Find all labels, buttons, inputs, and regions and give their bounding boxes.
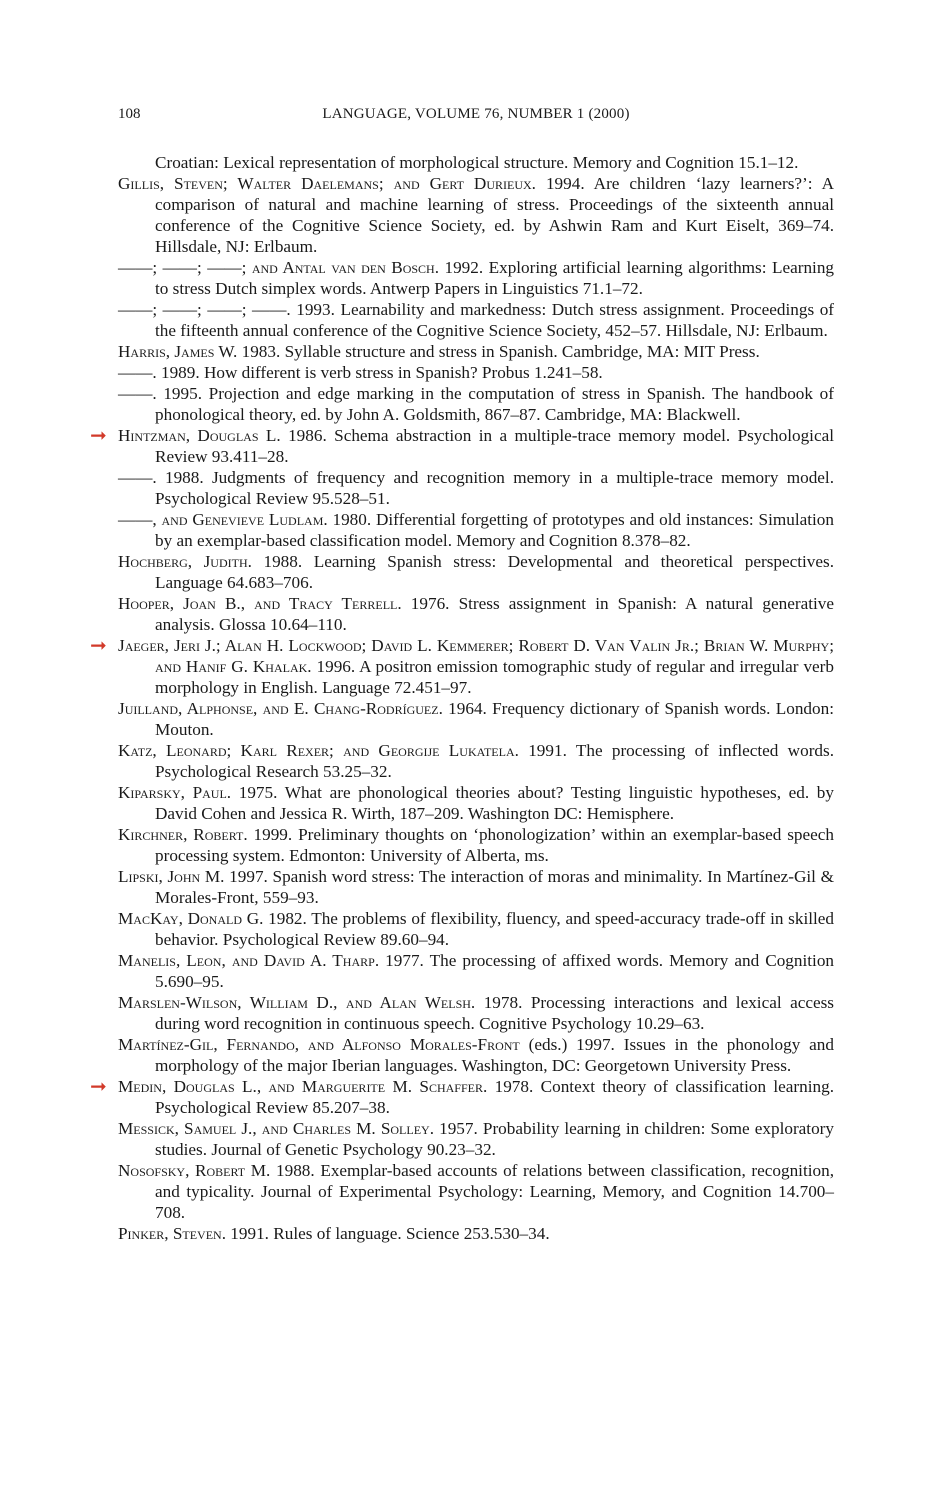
reference-author: MacKay, Donald G. — [118, 909, 264, 928]
reference-entry-lipski-1997 — [118, 866, 834, 908]
reference-list — [90, 152, 835, 1244]
arrow-marker-icon: ➞ — [90, 633, 107, 657]
arrow-marker-icon: ➞ — [90, 1074, 107, 1098]
reference-author: ——. — [118, 384, 157, 403]
reference-text: 1980. Differential forgetting of prototypes and old instances: Simulation by an exemplar-based classification model. Memory and Cognition 8.378–82. — [155, 510, 834, 550]
reference-author: Martínez-Gil, Fernando, and Alfonso Morales-Front — [118, 1035, 520, 1054]
reference-text: 1991. The processing of inflected words. Psychological Research 53.25–32. — [155, 741, 834, 781]
reference-text: Croatian: Lexical representation of morphological structure. Memory and Cognition 15.1–12. — [155, 153, 799, 172]
reference-author: Manelis, Leon, and David A. Tharp. — [118, 951, 380, 970]
reference-author: Nosofsky, Robert M. — [118, 1161, 271, 1180]
reference-text: 1988. Exemplar-based accounts of relations between classification, recognition, and typicality. Journal of Experimental Psychology: Learning, Memory, and Cognition 14.700–708. — [155, 1161, 834, 1222]
reference-author: Juilland, Alphonse, and E. Chang-Rodríguez. — [118, 699, 443, 718]
reference-author: Hochberg, Judith. — [118, 552, 252, 571]
reference-text: 1988. Learning Spanish stress: Developmental and theoretical perspectives. Language 64.683–706. — [155, 552, 835, 592]
reference-entry-marslen-wilson-1978 — [118, 992, 834, 1034]
reference-text: 1964. Frequency dictionary of Spanish words. London: Mouton. — [155, 699, 834, 739]
reference-entry-hintzman-1980 — [118, 509, 834, 551]
reference-author: Kiparsky, Paul. — [118, 783, 232, 802]
reference-entry-gillis-1993 — [118, 299, 834, 341]
reference-entry-juilland-1964 — [118, 698, 834, 740]
reference-text: 1989. How different is verb stress in Spanish? Probus 1.241–58. — [156, 363, 603, 382]
arrow-marker-icon: ➞ — [90, 423, 107, 447]
reference-text: (eds.) 1997. Issues in the phonology and morphology of the major Iberian languages. Washington, DC: Georgetown University Press. — [155, 1035, 834, 1075]
reference-text: 1983. Syllable structure and stress in Spanish. Cambridge, MA: MIT Press. — [237, 342, 760, 361]
reference-entry-manelis-1977 — [118, 950, 834, 992]
reference-text: 1978. Processing interactions and lexical access during word recognition in continuous speech. Cognitive Psychology 10.29–63. — [155, 993, 834, 1033]
reference-text: 1999. Preliminary thoughts on ‘phonologization’ within an exemplar-based speech processing system. Edmonton: University of Alberta, ms. — [155, 825, 834, 865]
reference-text: 1975. What are phonological theories about? Testing linguistic hypotheses, ed. by David Cohen and Jessica R. Wirth, 187–209. Washington DC: Hemisphere. — [155, 783, 834, 823]
reference-entry-medin-1978 — [90, 1074, 834, 1118]
reference-text: 1988. Judgments of frequency and recognition memory in a multiple-trace memory model. Psychological Review 95.528–51. — [155, 468, 834, 508]
page-header — [118, 106, 834, 128]
reference-text: 1991. Rules of language. Science 253.530–34. — [226, 1224, 550, 1243]
reference-author: ——, and Genevieve Ludlam. — [118, 510, 328, 529]
reference-entry-harris-1989 — [118, 362, 834, 383]
reference-author: Gillis, Steven; Walter Daelemans; and Gert Durieux. — [118, 174, 536, 193]
reference-entry-katz-1991 — [118, 740, 834, 782]
reference-text: 1977. The processing of affixed words. Memory and Cognition 5.690–95. — [155, 951, 835, 991]
reference-author: Harris, James W. — [118, 342, 238, 361]
reference-entry-hintzman-1988 — [118, 467, 834, 509]
reference-text: 1957. Probability learning in children: Some exploratory studies. Journal of Genetic Psychology 90.23–32. — [155, 1119, 834, 1159]
reference-text: 1996. A positron emission tomographic study of regular and irregular verb morphology in English. Language 72.451–97. — [155, 657, 834, 697]
reference-author: Katz, Leonard; Karl Rexer; and Georgije Lukatela. — [118, 741, 519, 760]
reference-entry-gillis-1992 — [118, 257, 834, 299]
page-number: 108 — [118, 106, 141, 122]
reference-author: Pinker, Steven. — [118, 1224, 226, 1243]
reference-entry-pinker-1991 — [118, 1223, 834, 1244]
reference-entry-hooper-1976 — [118, 593, 834, 635]
reference-author: Marslen-Wilson, William D., and Alan Welsh. — [118, 993, 476, 1012]
reference-text: 1982. The problems of flexibility, fluency, and speed-accuracy trade-off in skilled behavior. Psychological Review 89.60–94. — [155, 909, 835, 949]
reference-author: Medin, Douglas L., and Marguerite M. Schaffer. — [118, 1077, 488, 1096]
reference-author: Lipski, John M. — [118, 867, 225, 886]
reference-text: 1993. Learnability and markedness: Dutch stress assignment. Proceedings of the fifteenth annual conference of the Cognitive Science Society, 452–57. Hillsdale, NJ: Erlbaum. — [155, 300, 835, 340]
reference-entry-hintzman-1986 — [90, 423, 834, 467]
reference-author: ——. — [118, 468, 157, 487]
reference-author: Hintzman, Douglas L. — [118, 426, 281, 445]
reference-text: 1995. Projection and edge marking in the computation of stress in Spanish. The handbook of phonological theory, ed. by John A. Goldsmith, 867–87. Cambridge, MA: Blackwell. — [155, 384, 834, 424]
reference-author: ——; ——; ——; ——. — [118, 300, 291, 319]
reference-text: 1986. Schema abstraction in a multiple-trace memory model. Psychological Review 93.411–28. — [155, 426, 834, 466]
reference-author: Hooper, Joan B., and Tracy Terrell. — [118, 594, 402, 613]
reference-entry-harris-1995 — [118, 383, 834, 425]
reference-entry-gillis-1994 — [118, 173, 834, 257]
reference-entry-messick-1957 — [118, 1118, 834, 1160]
reference-author: ——; ——; ——; and Antal van den Bosch. — [118, 258, 440, 277]
reference-entry-nosofsky-1988 — [118, 1160, 834, 1223]
reference-entry-harris-1983 — [118, 341, 834, 362]
reference-author: Jaeger, Jeri J.; Alan H. Lockwood; David L. Kemmerer; Robert D. Van Valin Jr.; Brian W. Murphy; and Hanif G. Khalak. — [118, 636, 834, 676]
reference-text: 1994. Are children ‘lazy learners?’: A comparison of natural and machine learning of stress. Proceedings of the sixteenth annual conference of the Cognitive Science Society, ed. by Ashwin Ram and Kurt Eiselt, 369–74. Hillsdale, NJ: Erlbaum. — [155, 174, 834, 256]
reference-entry-kirchner-1999 — [118, 824, 834, 866]
reference-author: Messick, Samuel J., and Charles M. Solley. — [118, 1119, 434, 1138]
reference-entry-jaeger-1996 — [90, 633, 834, 698]
reference-text: 1997. Spanish word stress: The interaction of moras and minimality. In Martínez-Gil & Morales-Front, 559–93. — [155, 867, 834, 907]
reference-entry-hochberg-1988 — [118, 551, 834, 593]
reference-text: 1992. Exploring artificial learning algorithms: Learning to stress Dutch simplex words. Antwerp Papers in Linguistics 71.1–72. — [155, 258, 835, 298]
reference-entry-martinez-gil-1997 — [118, 1034, 834, 1076]
reference-entry-kiparsky-1975 — [118, 782, 834, 824]
reference-text: 1976. Stress assignment in Spanish: A natural generative analysis. Glossa 10.64–110. — [155, 594, 835, 634]
reference-entry-mackay-1982 — [118, 908, 834, 950]
reference-entry-croatian-cont — [118, 152, 834, 173]
reference-author: ——. — [118, 363, 157, 382]
reference-author: Kirchner, Robert. — [118, 825, 248, 844]
running-head: LANGUAGE, VOLUME 76, NUMBER 1 (2000) — [322, 106, 630, 122]
reference-text: 1978. Context theory of classification learning. Psychological Review 85.207–38. — [155, 1077, 834, 1117]
